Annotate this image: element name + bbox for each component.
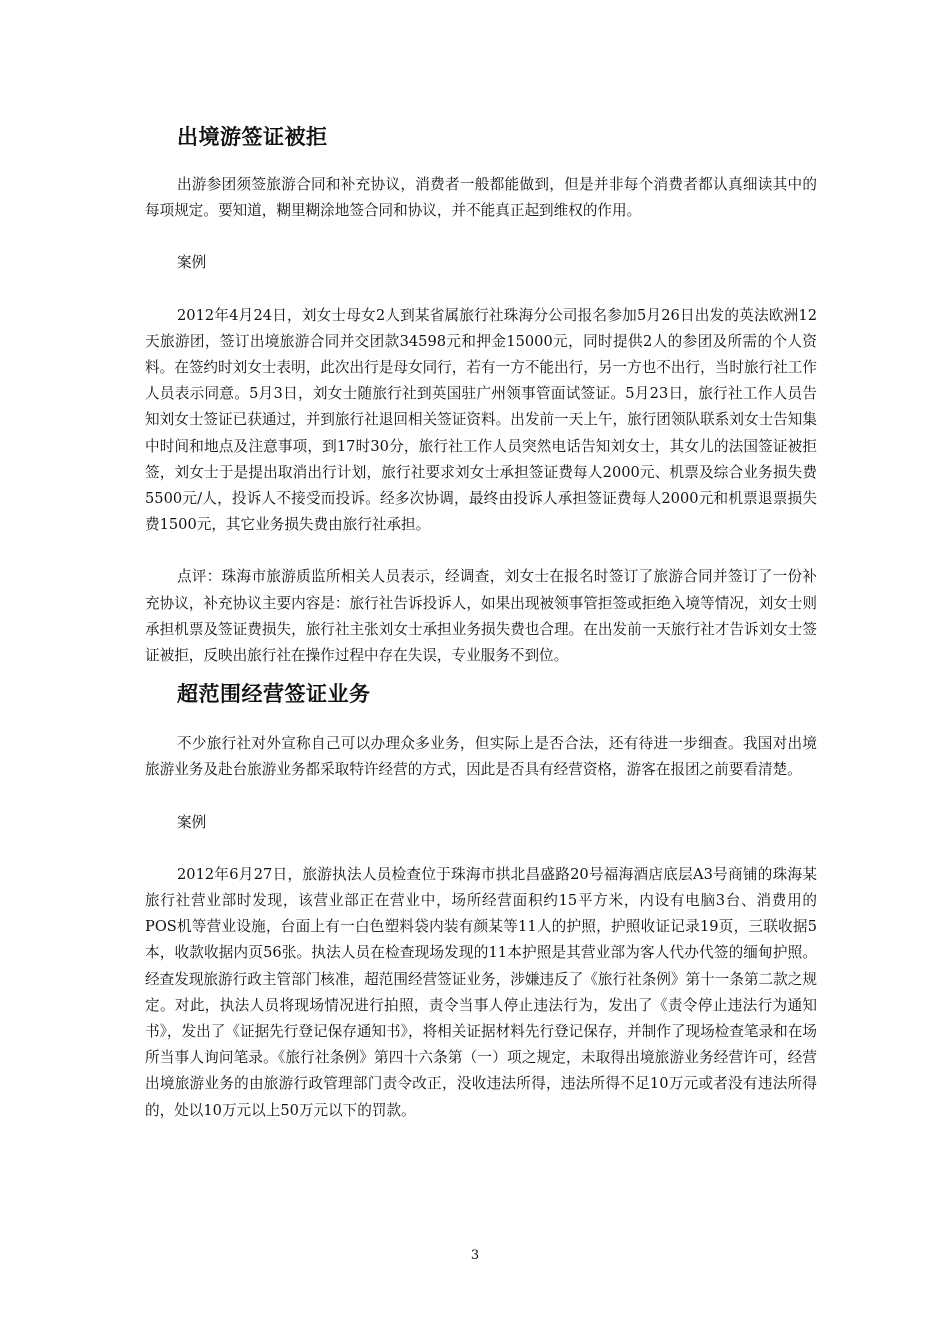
case-paragraph-unlicensed-visa-business: 2012年6月27日，旅游执法人员检查位于珠海市拱北昌盛路20号福海酒店底层A3号商铺的珠海某旅行社营业部时发现，该营业部正在营业中，场所经营面积约15平方米，内设有电脑3台、消费用的POS机等营业设施，台面上有一白色塑料袋内装有颜某等11人的护照，护照收证记录19页，三联收据5本，收款收据内页56张。执法人员在检查现场发现的11本护照是其营业部为客人代办代签的缅甸护照。经查发现旅游行政主管部门核准，超范围经营签证业务，涉嫌违反了《旅行社条例》第十一条第二款之规定。对此，执法人员将现场情况进行拍照，责令当事人停止违法行为，发出了《责令停止违法行为通知书》，发出了《证据先行登记保存通知书》，将相关证据材料先行登记保存，并制作了现场检查笔录和在场所当事人询问笔录。《旅行社条例》第四十六条第（一）项之规定，未取得出境旅游业务经营许可，经营出境旅游业务的由旅游行政管理部门责令改正，没收违法所得，违法所得不足10万元或者没有违法所得的，处以10万元以上50万元以下的罚款。 bbox=[145, 865, 817, 1119]
page-number: 3 bbox=[470, 1248, 480, 1263]
comment-paragraph-visa-refused: 点评：珠海市旅游质监所相关人员表示，经调查，刘女士在报名时签订了旅游合同并签订了一份补充协议，补充协议主要内容是：旅行社告诉投诉人，如果出现被领事管拒签或拒绝入境等情况，刘女士则承担机票及签证费损失，旅行社主张刘女士承担业务损失费也合理。在出发前一天旅行社才告诉刘女士签证被拒，反映出旅行社在操作过程中存在失误，专业服务不到位。 bbox=[145, 568, 817, 665]
intro-paragraph-unlicensed-visa-business: 不少旅行社对外宣称自己可以办理众多业务，但实际上是否合法，还有待进一步细查。我国对出境旅游业务及赴台旅游业务都采取特许经营的方式，因此是否具有经营资格，游客在报团之前要看清楚。 bbox=[145, 735, 817, 779]
intro-paragraph-visa-refused: 出游参团须签旅游合同和补充协议，消费者一般都能做到，但是并非每个消费者都认真细读其中的每项规定。要知道，糊里糊涂地签合同和协议，并不能真正起到维权的作用。 bbox=[145, 176, 817, 220]
case-label: 案例 bbox=[177, 813, 207, 831]
case-paragraph-visa-refused: 2012年4月24日，刘女士母女2人到某省属旅行社珠海分公司报名参加5月26日出发的英法欧洲12天旅游团，签订出境旅游合同并交团款34598元和押金15000元，同时提供2人的参团及所需的个人资料。在签约时刘女士表明，此次出行是母女同行，若有一方不能出行，另一方也不出行，当时旅行社工作人员表示同意。5月3日，刘女士随旅行社到英国驻广州领事管面试签证。5月23日，旅行社工作人员告知刘女士签证已获通过，并到旅行社退回相关签证资料。出发前一天上午，旅行团领队联系刘女士告知集中时间和地点及注意事项，到17时30分，旅行社工作人员突然电话告知刘女士，其女儿的法国签证被拒签，刘女士于是提出取消出行计划，旅行社要求刘女士承担签证费每人2000元、机票及综合业务损失费5500元/人，投诉人不接受而投诉。经多次协调，最终由投诉人承担签证费每人2000元和机票退票损失费1500元，其它业务损失费由旅行社承担。 bbox=[145, 306, 817, 534]
section-heading-unlicensed-visa-business: 超范围经营签证业务 bbox=[177, 681, 371, 707]
section-heading-visa-refused: 出境游签证被拒 bbox=[177, 124, 328, 149]
case-label: 案例 bbox=[177, 254, 207, 272]
page-content bbox=[145, 122, 817, 1124]
